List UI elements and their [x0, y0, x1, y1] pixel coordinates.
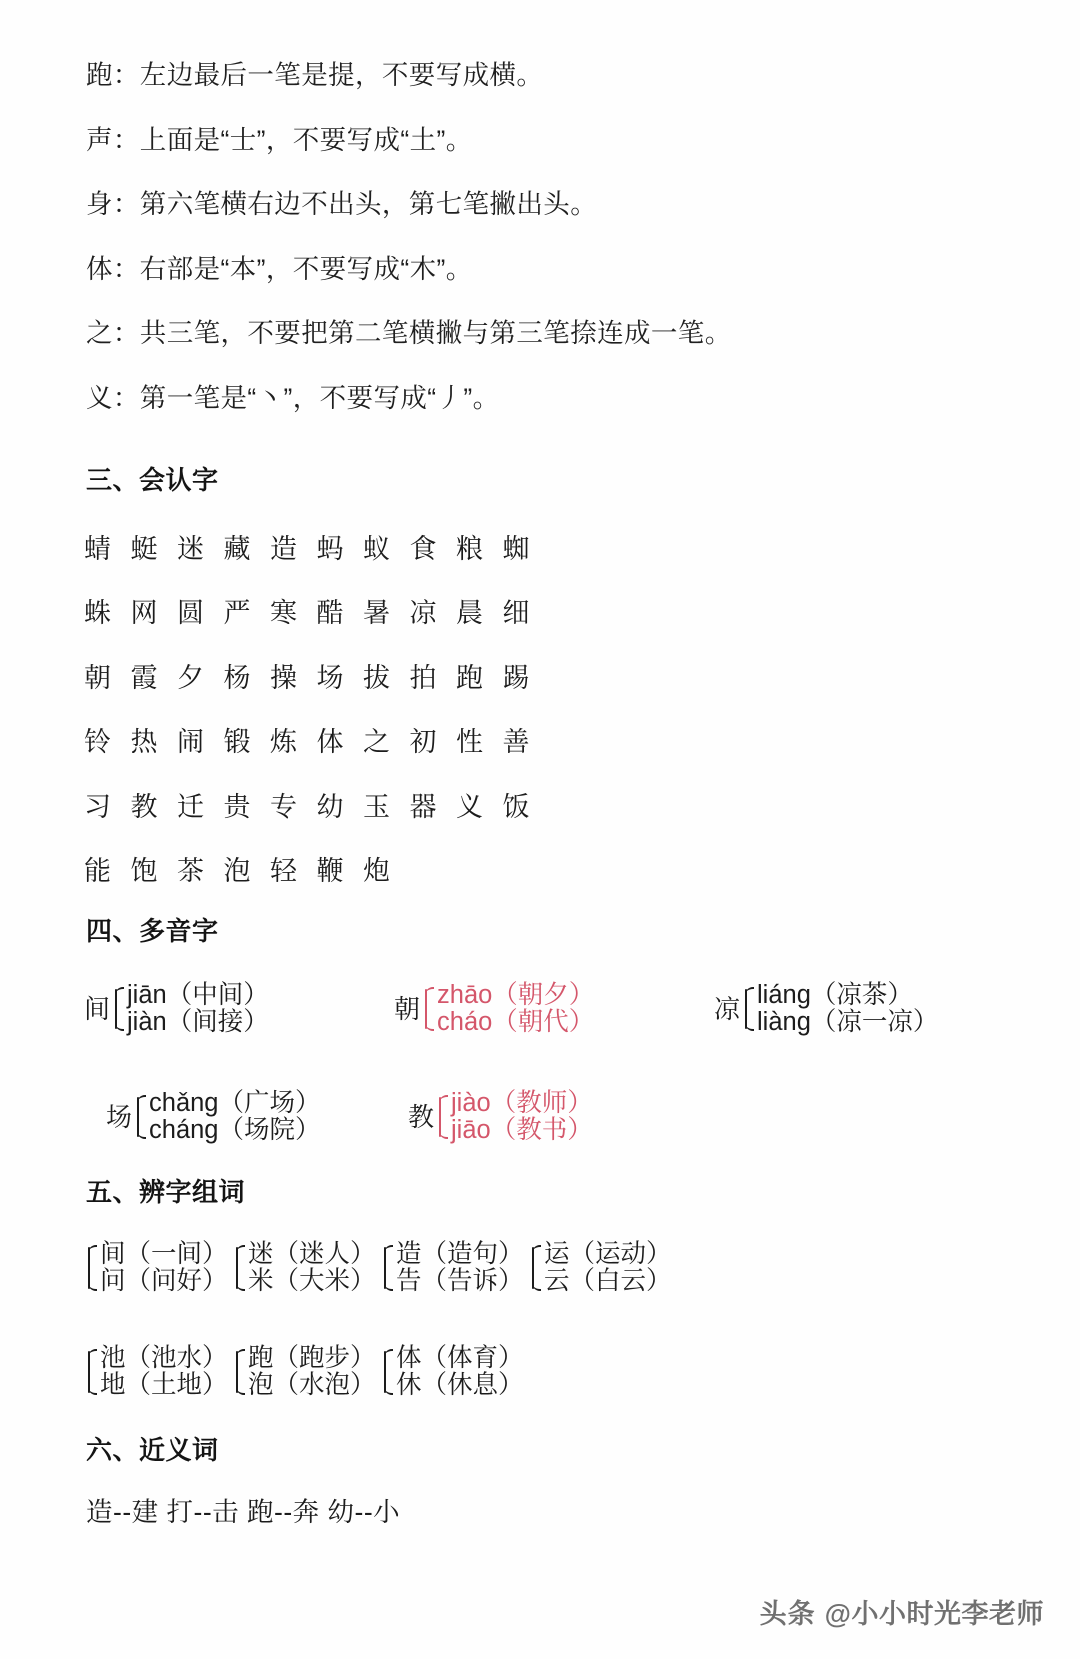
- character-cell: 闹: [177, 727, 204, 758]
- section-heading-recognize-characters: 三、会认字: [86, 465, 219, 495]
- character-cell: 严: [223, 598, 251, 629]
- polyphonic-readings: [127, 980, 269, 1038]
- character-cell: 迷: [177, 533, 204, 564]
- character-cell: 蜻: [84, 533, 111, 564]
- polyphonic-row: [84, 1070, 1004, 1164]
- distinguish-word-top: 体（体育）: [396, 1344, 524, 1373]
- distinguish-word-bottom: 云（白云）: [544, 1267, 672, 1295]
- distinguish-entry: [232, 1238, 380, 1298]
- character-cell: 蜓: [130, 533, 158, 564]
- brace-icon: [741, 989, 754, 1029]
- distinguish-row: [84, 1222, 1034, 1314]
- character-row: [84, 517, 554, 582]
- character-cell: 粮: [456, 533, 483, 564]
- character-cell: 贵: [223, 791, 251, 822]
- stroke-note: 之：共三笔，不要把第二笔横撇与第三笔捺连成一笔。: [86, 318, 732, 348]
- polyphonic-row: [84, 962, 1004, 1056]
- character-cell: 幼: [316, 791, 344, 822]
- polyphonic-reading-bottom: jiàn（间接）: [127, 1008, 269, 1036]
- stroke-notes-block: [86, 62, 986, 449]
- polyphonic-reading-top: jiān（中间）: [127, 981, 269, 1010]
- character-cell: 能: [84, 856, 111, 887]
- polyphonic-readings: [437, 980, 594, 1038]
- brace-icon: [435, 1097, 448, 1137]
- polyphonic-reading-top: chǎng（广场）: [149, 1089, 321, 1118]
- section-heading-synonyms: 六、近义词: [86, 1435, 219, 1465]
- character-cell: 食: [409, 533, 437, 564]
- character-cell: 铃: [84, 727, 111, 758]
- distinguish-word-bottom: 泡（水泡）: [248, 1371, 376, 1399]
- distinguish-pair: [396, 1342, 524, 1402]
- character-cell: 鞭: [316, 856, 344, 887]
- distinguish-pair: [544, 1238, 672, 1298]
- polyphonic-char: 场: [106, 1102, 133, 1132]
- character-cell: 锻: [223, 727, 251, 758]
- distinguish-pair: [396, 1238, 524, 1298]
- brace-icon: [380, 1247, 393, 1289]
- character-cell: 炼: [270, 727, 297, 758]
- polyphonic-readings: [149, 1088, 320, 1146]
- distinguish-word-top: 运（运动）: [544, 1240, 672, 1269]
- watermark: [760, 1592, 1044, 1631]
- distinguish-word-top: 跑（跑步）: [248, 1344, 376, 1373]
- character-cell: 凉: [409, 598, 437, 629]
- polyphonic-entry: [714, 980, 938, 1038]
- polyphonic-char: 朝: [394, 994, 421, 1024]
- brace-icon: [133, 1097, 146, 1137]
- distinguish-word-top: 造（造句）: [396, 1240, 524, 1269]
- synonym-pairs: 造--建 打--击 跑--奔 幼--小: [86, 1497, 401, 1527]
- character-cell: 细: [502, 598, 530, 629]
- section-heading-distinguish-characters: 五、辨字组词: [86, 1177, 246, 1207]
- character-cell: 晨: [456, 598, 483, 629]
- stroke-note: 体：右部是“本”，不要写成“木”。: [86, 253, 473, 284]
- distinguish-pair: [100, 1342, 228, 1402]
- character-cell: 网: [130, 598, 158, 629]
- character-cell: 拍: [409, 662, 437, 693]
- toutiao-logo: 头条: [759, 1599, 816, 1629]
- polyphonic-reading-top: zhāo（朝夕）: [437, 981, 595, 1010]
- distinguish-word-top: 池（池水）: [100, 1344, 228, 1373]
- character-row: [84, 646, 554, 711]
- distinguish-entry: [380, 1342, 524, 1402]
- character-cell: 蛛: [84, 598, 111, 629]
- distinguish-entry: [84, 1238, 232, 1298]
- brace-icon: [84, 1247, 97, 1289]
- polyphonic-reading-bottom: liàng（凉一凉）: [757, 1008, 939, 1036]
- distinguish-word-bottom: 地（土地）: [100, 1371, 228, 1399]
- polyphonic-reading-bottom: cháng（场院）: [149, 1116, 321, 1144]
- character-cell: 轻: [270, 856, 297, 887]
- character-cell: 蚁: [363, 533, 390, 564]
- character-cell: 朝: [84, 662, 111, 693]
- polyphonic-char: 教: [408, 1102, 435, 1132]
- character-cell: 之: [363, 727, 390, 758]
- character-cell: 义: [456, 791, 483, 822]
- polyphonic-reading-bottom: cháo（朝代）: [437, 1008, 595, 1036]
- distinguish-word-top: 间（一间）: [100, 1240, 228, 1269]
- character-cell: 暑: [363, 598, 390, 629]
- character-cell: 场: [316, 662, 344, 693]
- character-cell: 蚂: [316, 533, 344, 564]
- distinguish-row: [84, 1326, 1034, 1418]
- brace-icon: [232, 1247, 245, 1289]
- character-cell: 拔: [363, 662, 390, 693]
- character-cell: 玉: [363, 791, 390, 822]
- polyphonic-char: 凉: [714, 994, 741, 1024]
- character-row: [84, 840, 554, 905]
- character-cell: 体: [316, 727, 344, 758]
- character-cell: 泡: [223, 856, 251, 887]
- distinguish-entry: [84, 1342, 232, 1402]
- brace-icon: [84, 1351, 97, 1393]
- polyphonic-block: [84, 962, 1004, 1164]
- polyphonic-readings: [757, 980, 938, 1038]
- distinguish-word-top: 迷（迷人）: [248, 1240, 376, 1269]
- character-cell: 寒: [270, 598, 297, 629]
- polyphonic-char: 间: [84, 994, 111, 1024]
- polyphonic-entry: [394, 980, 714, 1038]
- character-cell: 圆: [177, 598, 204, 629]
- distinguish-entry: [380, 1238, 528, 1298]
- distinguish-entry: [232, 1342, 380, 1402]
- polyphonic-entry: [106, 1088, 336, 1146]
- stroke-note: 跑：左边最后一笔是提，不要写成横。: [86, 60, 544, 90]
- brace-icon: [232, 1351, 245, 1393]
- character-cell: 操: [270, 662, 297, 693]
- character-cell: 饭: [502, 791, 530, 822]
- character-cell: 霞: [130, 662, 158, 693]
- recognize-character-grid: [84, 517, 554, 904]
- character-cell: 酷: [316, 598, 344, 629]
- distinguish-pair: [248, 1342, 376, 1402]
- character-cell: 初: [409, 727, 437, 758]
- character-cell: 习: [84, 791, 111, 822]
- distinguish-entry: [528, 1238, 672, 1298]
- stroke-note: 义：第一笔是“丶”，不要写成“丿”。: [86, 382, 500, 413]
- section-heading-polyphonic-characters: 四、多音字: [86, 916, 219, 946]
- character-row: [84, 711, 554, 776]
- polyphonic-reading-bottom: jiāo（教书）: [451, 1116, 593, 1144]
- stroke-note: 身：第六笔横右边不出头，第七笔撇出头。: [86, 189, 598, 219]
- character-row: [84, 582, 554, 647]
- brace-icon: [528, 1247, 541, 1289]
- distinguish-pair: [100, 1238, 228, 1298]
- character-cell: 造: [270, 533, 297, 564]
- character-cell: 夕: [177, 662, 204, 693]
- character-cell: 炮: [363, 856, 390, 887]
- character-cell: 器: [409, 791, 437, 822]
- brace-icon: [111, 989, 124, 1029]
- brace-icon: [380, 1351, 393, 1393]
- distinguish-word-bottom: 米（大米）: [248, 1267, 376, 1295]
- polyphonic-readings: [451, 1088, 593, 1146]
- distinguish-word-bottom: 休（休息）: [396, 1371, 524, 1399]
- character-cell: 蜘: [502, 533, 530, 564]
- character-cell: 藏: [223, 533, 251, 564]
- distinguish-word-bottom: 问（问好）: [100, 1267, 228, 1295]
- character-row: [84, 775, 554, 840]
- polyphonic-reading-top: jiào（教师）: [451, 1089, 593, 1118]
- watermark-author: @小小时光李老师: [824, 1599, 1044, 1629]
- character-cell: 迁: [177, 791, 204, 822]
- distinguish-pair: [248, 1238, 376, 1298]
- character-cell: 教: [130, 791, 158, 822]
- character-cell: 踢: [502, 662, 530, 693]
- polyphonic-entry: [408, 1088, 593, 1146]
- character-cell: 专: [270, 791, 297, 822]
- character-cell: 茶: [177, 856, 204, 887]
- character-cell: 热: [130, 727, 158, 758]
- distinguish-word-bottom: 告（告诉）: [396, 1267, 524, 1295]
- character-cell: 跑: [456, 662, 483, 693]
- character-cell: 性: [456, 727, 483, 758]
- character-cell: 饱: [130, 856, 158, 887]
- character-cell: 善: [502, 727, 530, 758]
- polyphonic-entry: [84, 980, 394, 1038]
- distinguish-block: [84, 1222, 1034, 1418]
- polyphonic-reading-top: liáng（凉茶）: [757, 981, 913, 1010]
- character-cell: 杨: [223, 662, 251, 693]
- stroke-note: 声：上面是“士”，不要写成“土”。: [86, 124, 473, 155]
- brace-icon: [421, 989, 434, 1029]
